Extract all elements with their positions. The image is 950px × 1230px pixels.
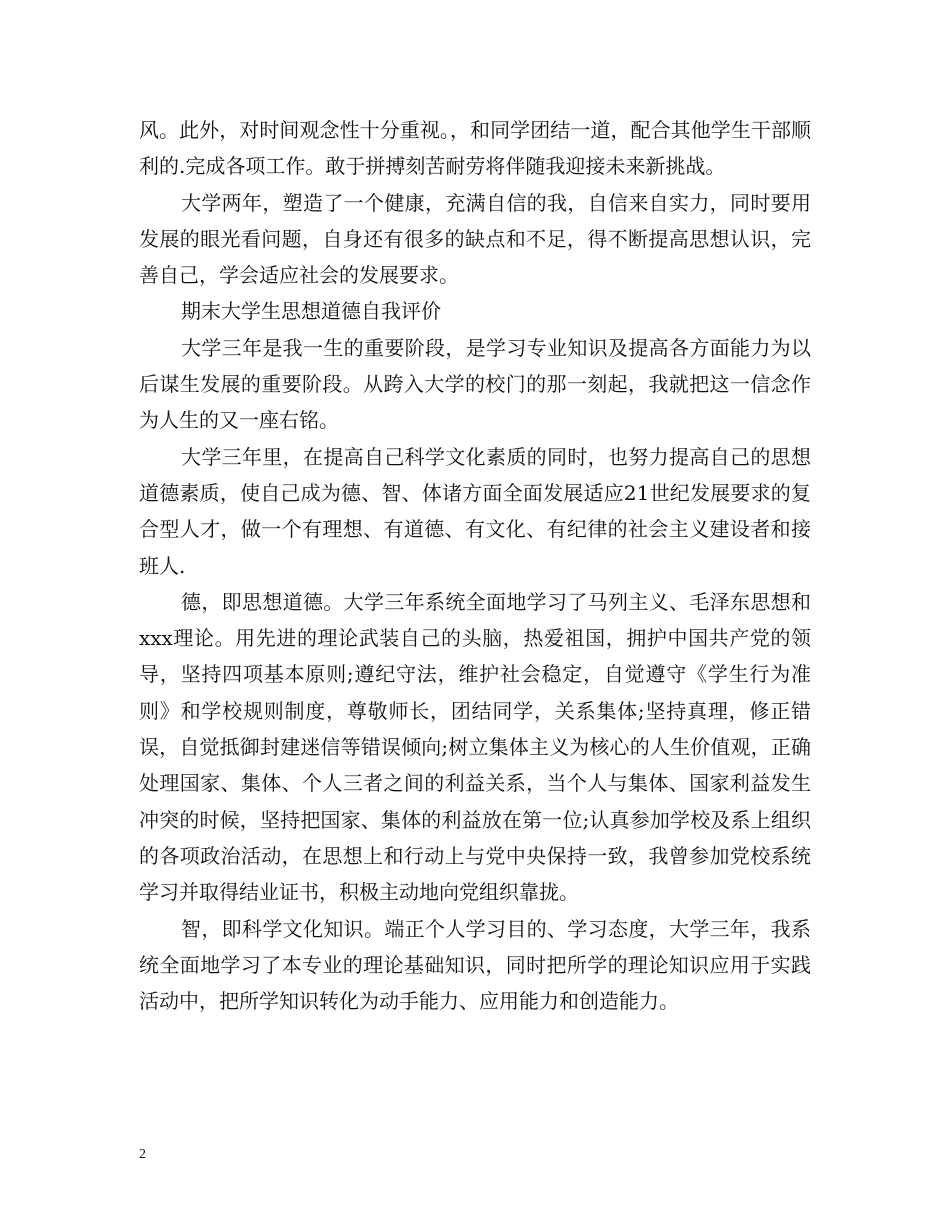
paragraph: 德，即思想道德。大学三年系统全面地学习了马列主义、毛泽东思想和xxx理论。用先进的理论武装自己的头脑，热爱祖国，拥护中国共产党的领导，坚持四项基本原则;遵纪守法，维护社会稳定，自觉遵守《学生行为准则》和学校规则制度，尊敬师长，团结同学，关系集体;坚持真理，修正错误，自觉抵御封建迷信等错误倾向;树立集体主义为核心的人生价值观，正确处理国家、集体、个人三者之间的利益关系，当个人与集体、国家利益发生冲突的时候，坚持把国家、集体的利益放在第一位;认真参加学校及系上组织的各项政治活动，在思想上和行动上与党中央保持一致，我曾参加党校系统学习并取得结业证书，积极主动地向党组织靠拢。: [139, 589, 811, 905]
paragraph: 大学三年是我一生的重要阶段，是学习专业知识及提高各方面能力为以后谋生发展的重要阶段。从跨入大学的校门的那一刻起，我就把这一信念作为人生的又一座右铭。: [139, 335, 811, 433]
paragraph: 大学三年里，在提高自己科学文化素质的同时，也努力提高自己的思想道德素质，使自己成为德、智、体诸方面全面发展适应21世纪发展要求的复合型人才，做一个有理想、有道德、有文化、有纪律的社会主义建设者和接班人.: [139, 444, 811, 578]
document-body: [139, 112, 811, 1019]
paragraph-continuation: 风。此外，对时间观念性十分重视。，和同学团结一道，配合其他学生干部顺利的.完成各项工作。敢于拼搏刻苦耐劳将伴随我迎接未来新挑战。: [139, 118, 811, 179]
paragraph: 智，即科学文化知识。端正个人学习目的、学习态度，大学三年，我系统全面地学习了本专业的理论基础知识，同时把所学的理论知识应用于实践活动中，把所学知识转化为动手能力、应用能力和创造能力。: [139, 916, 811, 1014]
paragraph: 大学两年，塑造了一个健康，充满自信的我，自信来自实力，同时要用发展的眼光看问题，自身还有很多的缺点和不足，得不断提高思想认识，完善自己，学会适应社会的发展要求。: [139, 190, 811, 288]
section-heading: 期末大学生思想道德自我评价: [181, 299, 441, 324]
page-number: 2: [139, 1147, 146, 1162]
